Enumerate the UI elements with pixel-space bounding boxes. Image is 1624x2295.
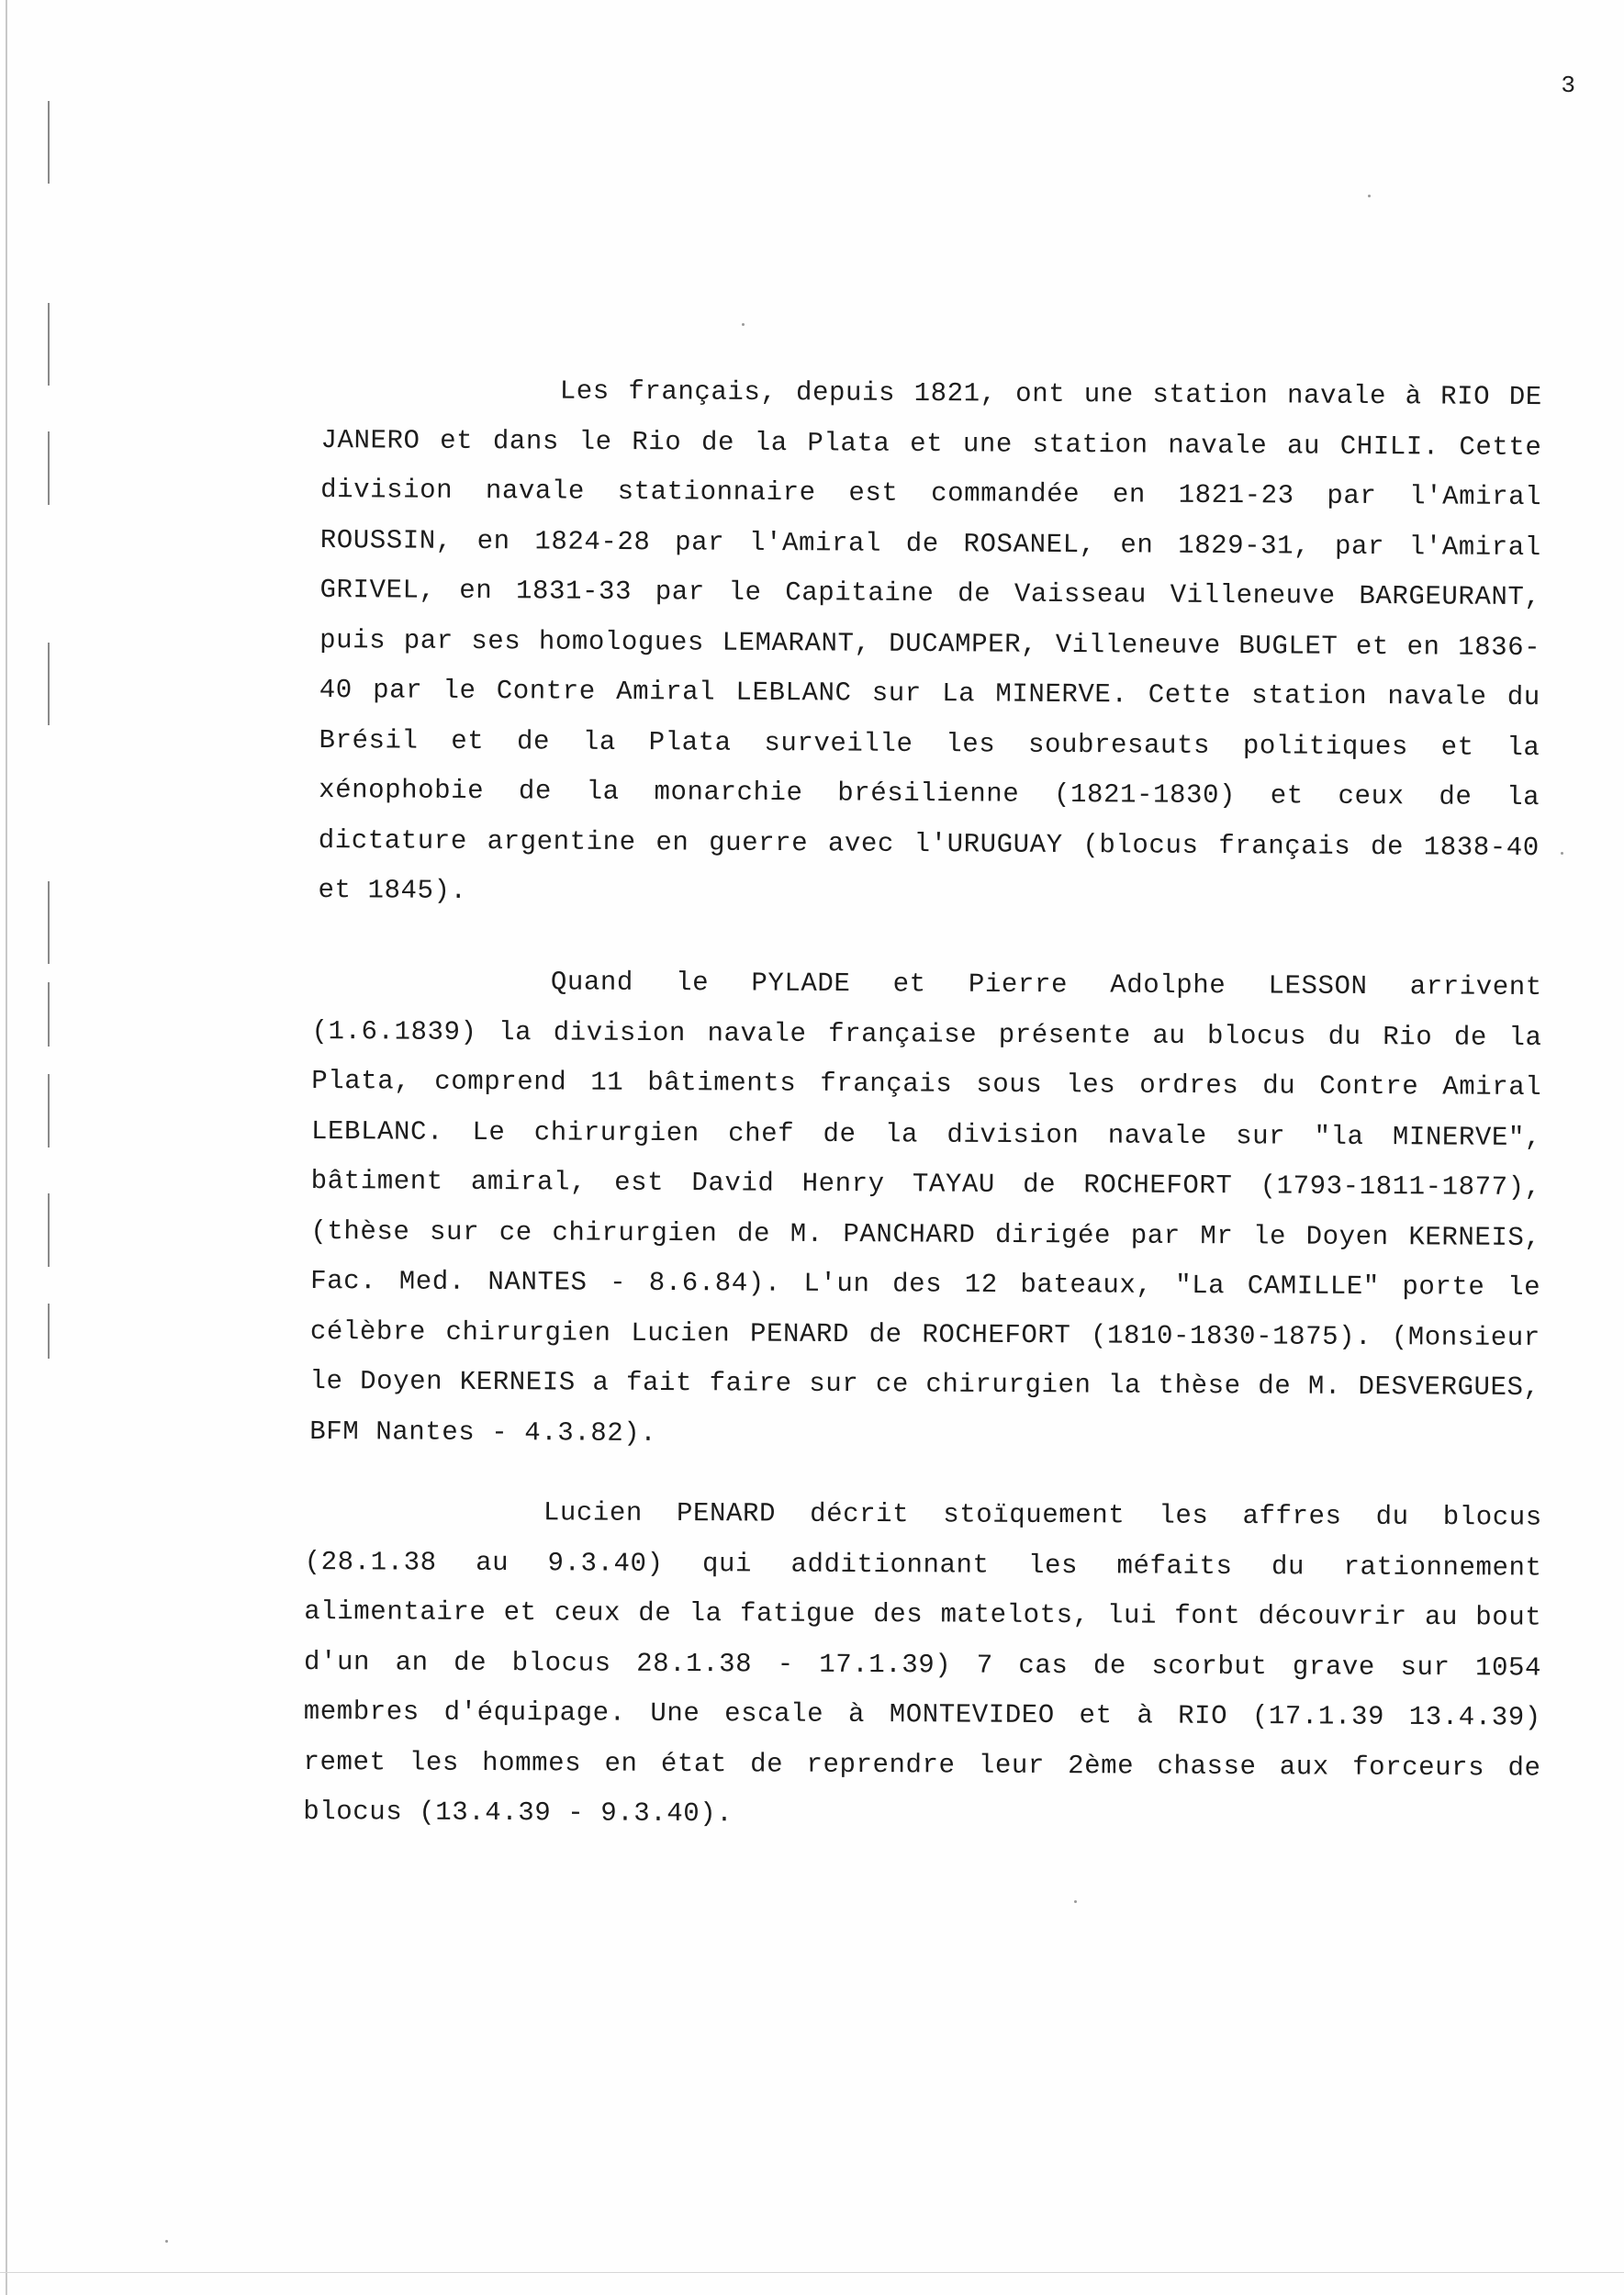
scan-speck xyxy=(165,2240,168,2243)
binding-mark xyxy=(48,1193,50,1267)
binding-mark xyxy=(48,303,50,386)
binding-mark xyxy=(48,431,50,505)
scan-speck xyxy=(1368,195,1371,197)
binding-mark xyxy=(48,101,50,184)
scan-speck xyxy=(1074,1900,1077,1903)
paragraph-penard-blockade: Lucien PENARD décrit stoïquement les affres du blocus (28.1.38 au 9.3.40) qui additionnant les méfaits du rationnement alimentaire et ceux de la fatigue des matelots, lui font découvrir au bout d'un an de blocus 28.1.38 - 17.1.39) 7 cas de scorbut grave sur 1054 membres d'équipage. Une escale à MONTEVIDEO et à RIO (17.1.39 13.4.39) remet les hommes en état de reprendre leur 2ème chasse aux forceurs de blocus (13.4.39 - 9.3.40). xyxy=(303,1497,1542,1830)
binding-mark xyxy=(48,982,50,1047)
scan-speck xyxy=(742,323,745,326)
binding-mark xyxy=(48,1074,50,1148)
paragraph-french-naval-station: Les français, depuis 1821, ont une station navale à RIO DE JANERO et dans le Rio de la Plata et une station navale au CHILI. Cette division navale stationnaire est commandée en 1821-23 par l'Amiral ROUSSIN, en 1824-28 par l'Amiral de ROSANEL, en 1829-31, par l'Amiral GRIVEL, en 1831-33 par le Capitaine de Vaisseau Villeneuve BARGEURANT, puis par ses homologues LEMARANT, DUCAMPER, Villeneuve BUGLET et en 1836-40 par le Contre Amiral LEBLANC sur La MINERVE. Cette station navale du Brésil et de la Plata surveille les soubresauts politiques et la xénophobie de la monarchie brésilienne (1821-1830) et ceux de la dictature argentine en guerre avec l'URUGUAY (blocus français de 1838-40 et 1845). xyxy=(318,375,1542,906)
page-number: 3 xyxy=(1561,72,1576,99)
binding-mark xyxy=(48,643,50,725)
paragraph-pylade-arrival: Quand le PYLADE et Pierre Adolphe LESSON arrivent (1.6.1839) la division navale française présente au blocus du Rio de la Plata, comprend 11 bâtiments français sous les ordres du Contre Amiral LEBLANC. Le chirurgien chef de la division navale sur "la MINERVE", bâtiment amiral, est David Henry TAYAU de ROCHEFORT (1793-1811-1877), (thèse sur ce chirurgien de M. PANCHARD dirigée par Mr le Doyen KERNEIS, Fac. Med. NANTES - 8.6.84). L'un des 12 bateaux, "La CAMILLE" porte le célèbre chirurgien Lucien PENARD de ROCHEFORT (1810-1830-1875). (Monsieur le Doyen KERNEIS a fait faire sur ce chirurgien la thèse de M. DESVERGUES, BFM Nantes - 4.3.82). xyxy=(309,967,1542,1449)
binding-edge-line xyxy=(6,0,7,2295)
scan-bottom-edge xyxy=(0,2272,1624,2273)
binding-mark xyxy=(48,881,50,964)
scan-speck xyxy=(1561,852,1563,855)
binding-mark xyxy=(48,1304,50,1359)
